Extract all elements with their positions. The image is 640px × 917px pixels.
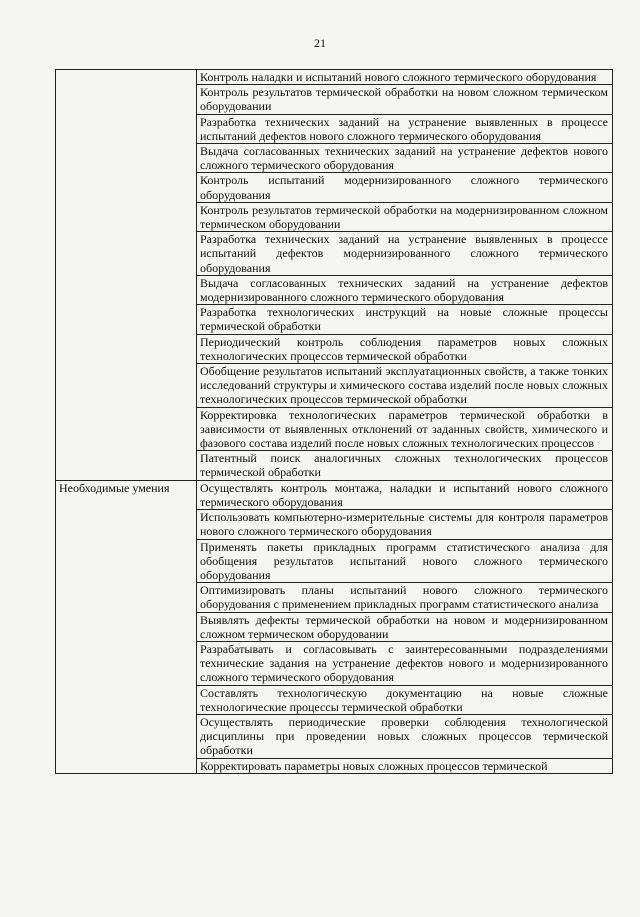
page-number: 21 — [314, 36, 326, 50]
table-cell: Разработка технологических инструкций на новые сложные процессы термической обработки — [197, 305, 613, 334]
requirements-table — [55, 69, 613, 774]
table-cell: Разработка технических заданий на устранение выявленных в процессе испытаний дефектов модернизированного сложного термического оборудования — [197, 232, 613, 276]
table-cell: Контроль наладки и испытаний нового сложного термического оборудования — [197, 70, 613, 85]
table-cell: Контроль результатов термической обработки на новом сложном термическом оборудовании — [197, 85, 613, 114]
table-cell: Осуществлять периодические проверки соблюдения технологической дисциплины при проведении новых сложных процессов термической обработки — [197, 714, 613, 758]
table-cell: Контроль испытаний модернизированного сложного термического оборудования — [197, 173, 613, 202]
section-label — [56, 70, 197, 481]
table-cell: Разработка технических заданий на устранение выявленных в процессе испытаний дефектов нового сложного термического оборудования — [197, 114, 613, 143]
table-cell: Разрабатывать и согласовывать с заинтересованными подразделениями технические задания на устранение дефектов нового и модернизированного сложного термического оборудования — [197, 641, 613, 685]
table-cell: Осуществлять контроль монтажа, наладки и испытаний нового сложного термического оборудования — [197, 480, 613, 509]
table-cell: Выдача согласованных технических заданий на устранение дефектов нового сложного термического оборудования — [197, 144, 613, 173]
section-label: Необходимые умения — [56, 480, 197, 773]
table-cell: Выдача согласованных технических заданий на устранение дефектов модернизированного сложного термического оборудования — [197, 275, 613, 304]
table-cell-continued — [197, 758, 613, 773]
table-cell: Корректировка технологических параметров термической обработки в зависимости от выявленных отклонений от заданных свойств, химического и фазового состава изделий после новых сложных технологических процессов — [197, 407, 613, 451]
table-cell: Выявлять дефекты термической обработки на новом и модернизированном сложном термическом оборудовании — [197, 612, 613, 641]
table-row — [56, 70, 613, 85]
table-cell: Применять пакеты прикладных программ статистического анализа для обобщения результатов испытаний нового сложного термического оборудования — [197, 539, 613, 583]
table-cell: Составлять технологическую документацию на новые сложные технологические процессы термической обработки — [197, 685, 613, 714]
table-cell: Использовать компьютерно-измерительные системы для контроля параметров нового сложного термического оборудования — [197, 510, 613, 539]
table-cell: Патентный поиск аналогичных сложных технологических процессов термической обработки — [197, 451, 613, 480]
table-cell-text: Корректировать параметры новых сложных процессов термической — [200, 758, 548, 773]
table-cell: Оптимизировать планы испытаний нового сложного термического оборудования с применением прикладных программ статистического анализа — [197, 583, 613, 612]
table-cell: Контроль результатов термической обработки на модернизированном сложном термическом оборудовании — [197, 202, 613, 231]
table-cell: Периодический контроль соблюдения параметров новых сложных технологических процессов термической обработки — [197, 334, 613, 363]
table-row — [56, 480, 613, 509]
table-cell: Обобщение результатов испытаний эксплуатационных свойств, а также тонких исследований структуры и химического состава изделий после новых сложных технологических процессов термической обработки — [197, 364, 613, 408]
